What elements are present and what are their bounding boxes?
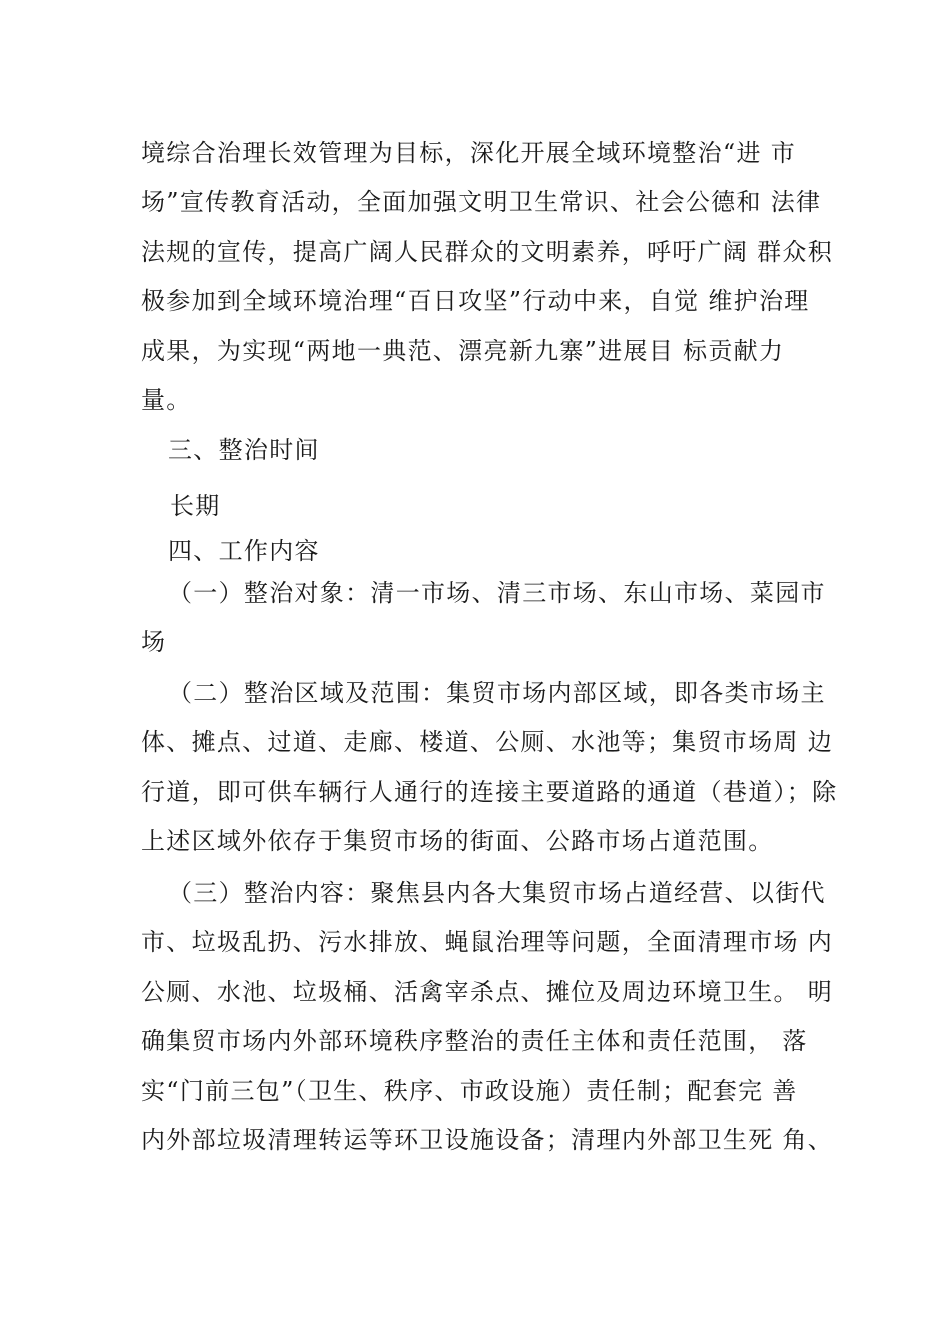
item-3-line-4: 确集贸市场内外部环境秩序整治的责任主体和责任范围， 落 — [141, 1027, 808, 1055]
item-3-line-5: 实“门前三包”（卫生、秩序、市政设施）责任制；配套完 善 — [141, 1077, 798, 1105]
body-line-4: 极参加到全域环境治理“百日攻坚”行动中来，自觉 维护治理 — [141, 287, 810, 315]
section-heading-content: 四、工作内容 — [168, 537, 320, 565]
body-line-1: 境综合治理长效管理为目标，深化开展全域环境整治“进 市 — [141, 139, 796, 167]
item-3-line-2: 市、垃圾乱扔、污水排放、蝇鼠治理等问题，全面清理市场 内 — [141, 928, 834, 956]
section-heading-time: 三、整治时间 — [168, 436, 320, 464]
item-2-line-4: 上述区域外依存于集贸市场的街面、公路市场占道范围。 — [141, 827, 774, 855]
item-3-line-1: （三）整治内容：聚焦县内各大集贸市场占道经营、以街代 — [168, 879, 826, 907]
item-1-line-2: 场 — [141, 628, 167, 656]
item-2-line-2: 体、摊点、过道、走廊、楼道、公厕、水池等；集贸市场周 边 — [141, 728, 834, 756]
section-time-value: 长期 — [170, 492, 221, 520]
body-line-3: 法规的宣传，提高广阔人民群众的文明素养，呼吁广阔 群众积 — [141, 238, 834, 266]
item-2-line-1: （二）整治区域及范围：集贸市场内部区域，即各类市场主 — [168, 679, 826, 707]
body-line-5: 成果，为实现“两地一典范、漂亮新九寨”进展目 标贡献力 — [141, 337, 785, 365]
item-3-line-6: 内外部垃圾清理转运等环卫设施设备；清理内外部卫生死 角、 — [141, 1126, 834, 1154]
item-3-line-3: 公厕、水池、垃圾桶、活禽宰杀点、摊位及周边环境卫生。 明 — [141, 978, 834, 1006]
body-line-6: 量。 — [141, 386, 192, 414]
item-2-line-3: 行道，即可供车辆行人通行的连接主要道路的通道（巷道）；除 — [141, 778, 838, 806]
item-1-line-1: （一）整治对象：清一市场、清三市场、东山市场、菜园市 — [168, 579, 826, 607]
body-line-2: 场”宣传教育活动，全面加强文明卫生常识、社会公德和 法律 — [141, 188, 822, 216]
